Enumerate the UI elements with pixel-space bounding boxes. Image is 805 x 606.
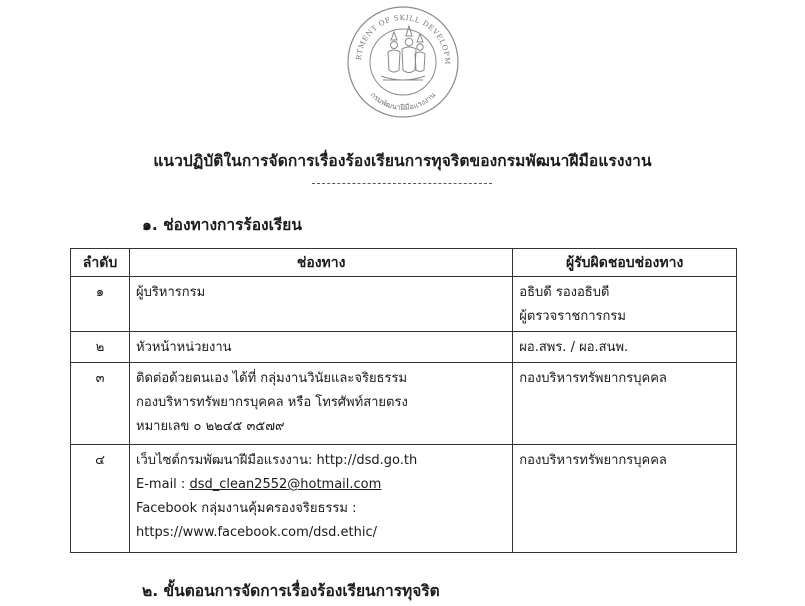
owner-line: อธิบดี รองอธิบดี [519,285,610,300]
section-2-heading: ๒. ขั้นตอนการจัดการเรื่องร้องเรียนการทุจริต [142,582,440,600]
row-number: ๓ [71,363,130,445]
owner-line: กองบริหารทรัพยากรบุคคล [519,371,667,386]
table-row [71,445,737,553]
channel-line: กองบริหารทรัพยากรบุคคล หรือ โทรศัพท์สายตรง [136,395,408,410]
channel-line: ผู้บริหารกรม [136,285,206,300]
row-number: ๒ [71,332,130,363]
svg-text:กรมพัฒนาฝีมือแรงงาน [369,90,438,112]
channel-line: ติดต่อด้วยตนเอง ได้ที่ กลุ่มงานวินัยและจริยธรรม [136,371,408,386]
row-channel [130,277,513,332]
department-seal [345,4,461,120]
table-row [71,332,737,363]
owner-line: กองบริหารทรัพยากรบุคคล [519,453,667,468]
channel-line: หัวหน้าหน่วยงาน [136,340,232,355]
table-row [71,363,737,445]
row-owner [513,445,737,553]
header-order: ลำดับ [71,249,130,277]
row-owner [513,332,737,363]
table-row [71,277,737,332]
row-number: ๔ [71,445,130,553]
channel-line: หมายเลข ๐ ๒๒๔๕ ๓๕๗๙ [136,419,285,434]
complaint-channels-table [70,248,737,553]
seal-emblem-icon [345,4,461,120]
row-number: ๑ [71,277,130,332]
row-channel [130,445,513,553]
document-title: แนวปฏิบัติในการจัดการเรื่องร้องเรียนการทุจริตของกรมพัฒนาฝีมือแรงงาน [153,152,652,170]
channel-line [136,473,506,497]
row-channel [130,363,513,445]
row-channel [130,332,513,363]
table-header-row [71,249,737,277]
seal-bottom-text: กรมพัฒนาฝีมือแรงงาน [368,90,438,113]
owner-line: ผอ.สพร. / ผอ.สนพ. [519,340,629,355]
row-owner [513,277,737,332]
header-channel: ช่องทาง [130,249,513,277]
section-1-heading: ๑. ช่องทางการร้องเรียน [142,216,302,234]
channel-line: เว็บไซต์กรมพัฒนาฝีมือแรงงาน: http://dsd.go.th [136,453,418,468]
email-link[interactable]: dsd_clean2552@hotmail.com [189,477,382,492]
channel-line: https://www.facebook.com/dsd.ethic/ [136,525,378,540]
title-divider [312,183,492,184]
row-owner [513,363,737,445]
svg-text:DEPARTMENT OF SKILL DEVELOPMEN [345,4,452,65]
seal-top-text: RTMENT OF SKILL DEVELOPM [353,12,453,66]
channel-line: Facebook กลุ่มงานคุ้มครองจริยธรรม : [136,501,357,516]
header-owner: ผู้รับผิดชอบช่องทาง [513,249,737,277]
owner-line: ผู้ตรวจราชการกรม [519,309,626,324]
email-label: E-mail : [136,477,190,492]
